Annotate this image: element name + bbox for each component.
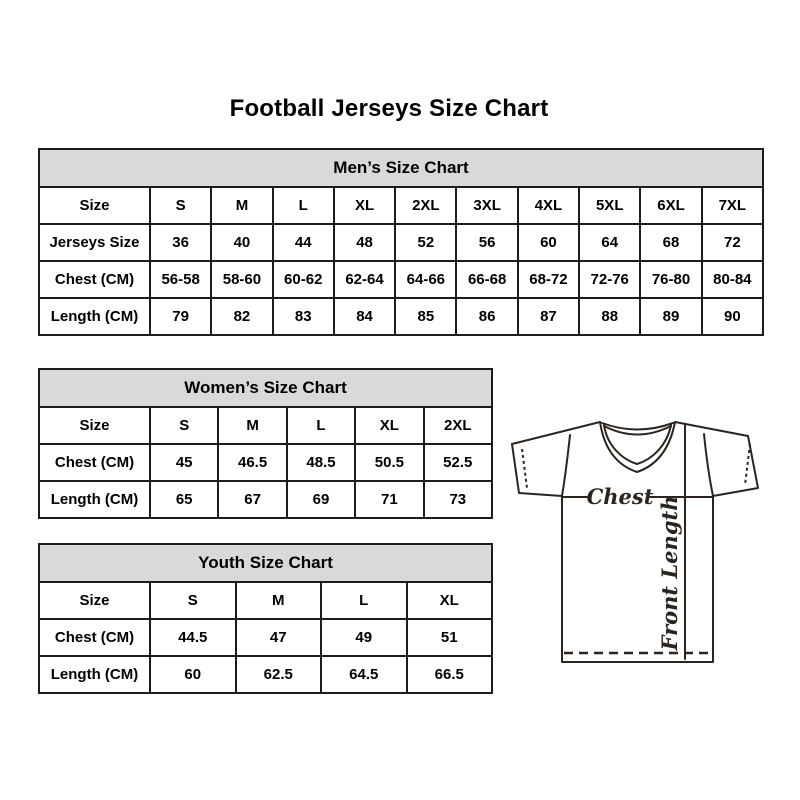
value-cell: 84 <box>334 298 395 335</box>
value-cell: 5XL <box>579 187 640 224</box>
value-cell: 85 <box>395 298 456 335</box>
row-label-cell: Length (CM) <box>39 656 150 693</box>
value-cell: 86 <box>456 298 517 335</box>
value-cell: 62-64 <box>334 261 395 298</box>
value-cell: 71 <box>355 481 423 518</box>
value-cell: 46.5 <box>218 444 286 481</box>
row-label-cell: Chest (CM) <box>39 444 150 481</box>
table-row <box>39 298 763 335</box>
value-cell: 40 <box>211 224 272 261</box>
value-cell: 36 <box>150 224 211 261</box>
value-cell: 56 <box>456 224 517 261</box>
value-cell: M <box>236 582 322 619</box>
value-cell: 2XL <box>424 407 492 444</box>
value-cell: 58-60 <box>211 261 272 298</box>
value-cell: 64.5 <box>321 656 407 693</box>
value-cell: 67 <box>218 481 286 518</box>
table-row <box>39 187 763 224</box>
table-row <box>39 582 492 619</box>
table-row <box>39 407 492 444</box>
value-cell: M <box>218 407 286 444</box>
value-cell: 50.5 <box>355 444 423 481</box>
value-cell: 52 <box>395 224 456 261</box>
table-row <box>39 224 763 261</box>
value-cell: 69 <box>287 481 355 518</box>
value-cell: 89 <box>640 298 701 335</box>
value-cell: XL <box>334 187 395 224</box>
value-cell: 80-84 <box>702 261 763 298</box>
table-row <box>39 481 492 518</box>
value-cell: 88 <box>579 298 640 335</box>
value-cell: 66.5 <box>407 656 493 693</box>
value-cell: 6XL <box>640 187 701 224</box>
row-label-cell: Chest (CM) <box>39 619 150 656</box>
value-cell: 72 <box>702 224 763 261</box>
womens-size-table <box>38 368 493 519</box>
value-cell: 68 <box>640 224 701 261</box>
value-cell: 7XL <box>702 187 763 224</box>
value-cell: 51 <box>407 619 493 656</box>
value-cell: 60 <box>150 656 236 693</box>
jersey-measurement-diagram <box>500 408 770 668</box>
women-table-title: Women’s Size Chart <box>39 369 492 407</box>
value-cell: 48 <box>334 224 395 261</box>
value-cell: 3XL <box>456 187 517 224</box>
youth-size-table <box>38 543 493 694</box>
men-table-title: Men’s Size Chart <box>39 149 763 187</box>
value-cell: S <box>150 582 236 619</box>
value-cell: S <box>150 407 218 444</box>
value-cell: 79 <box>150 298 211 335</box>
row-label-cell: Size <box>39 407 150 444</box>
value-cell: 44.5 <box>150 619 236 656</box>
page-title: Football Jerseys Size Chart <box>229 95 549 122</box>
value-cell: S <box>150 187 211 224</box>
table-row <box>39 444 492 481</box>
value-cell: 62.5 <box>236 656 322 693</box>
row-label-cell: Jerseys Size <box>39 224 150 261</box>
value-cell: 49 <box>321 619 407 656</box>
value-cell: 4XL <box>518 187 579 224</box>
value-cell: M <box>211 187 272 224</box>
value-cell: 66-68 <box>456 261 517 298</box>
value-cell: L <box>321 582 407 619</box>
row-label-cell: Length (CM) <box>39 481 150 518</box>
table-row <box>39 619 492 656</box>
row-label-cell: Size <box>39 187 150 224</box>
value-cell: 47 <box>236 619 322 656</box>
value-cell: 68-72 <box>518 261 579 298</box>
chest-measure-label: Chest <box>586 484 654 509</box>
value-cell: 90 <box>702 298 763 335</box>
value-cell: 2XL <box>395 187 456 224</box>
value-cell: 60 <box>518 224 579 261</box>
value-cell: 64 <box>579 224 640 261</box>
value-cell: 44 <box>273 224 334 261</box>
value-cell: 82 <box>211 298 272 335</box>
value-cell: 83 <box>273 298 334 335</box>
mens-size-table <box>38 148 764 336</box>
row-label-cell: Length (CM) <box>39 298 150 335</box>
value-cell: 56-58 <box>150 261 211 298</box>
value-cell: 65 <box>150 481 218 518</box>
jersey-illustration-icon <box>500 408 770 668</box>
value-cell: 72-76 <box>579 261 640 298</box>
value-cell: XL <box>407 582 493 619</box>
value-cell: L <box>273 187 334 224</box>
row-label-cell: Size <box>39 582 150 619</box>
value-cell: 87 <box>518 298 579 335</box>
value-cell: L <box>287 407 355 444</box>
value-cell: 52.5 <box>424 444 492 481</box>
value-cell: XL <box>355 407 423 444</box>
value-cell: 60-62 <box>273 261 334 298</box>
table-row <box>39 261 763 298</box>
youth-table-title: Youth Size Chart <box>39 544 492 582</box>
table-row <box>39 656 492 693</box>
value-cell: 48.5 <box>287 444 355 481</box>
value-cell: 73 <box>424 481 492 518</box>
value-cell: 64-66 <box>395 261 456 298</box>
row-label-cell: Chest (CM) <box>39 261 150 298</box>
value-cell: 76-80 <box>640 261 701 298</box>
front-length-measure-label: Front Length <box>657 495 682 651</box>
value-cell: 45 <box>150 444 218 481</box>
